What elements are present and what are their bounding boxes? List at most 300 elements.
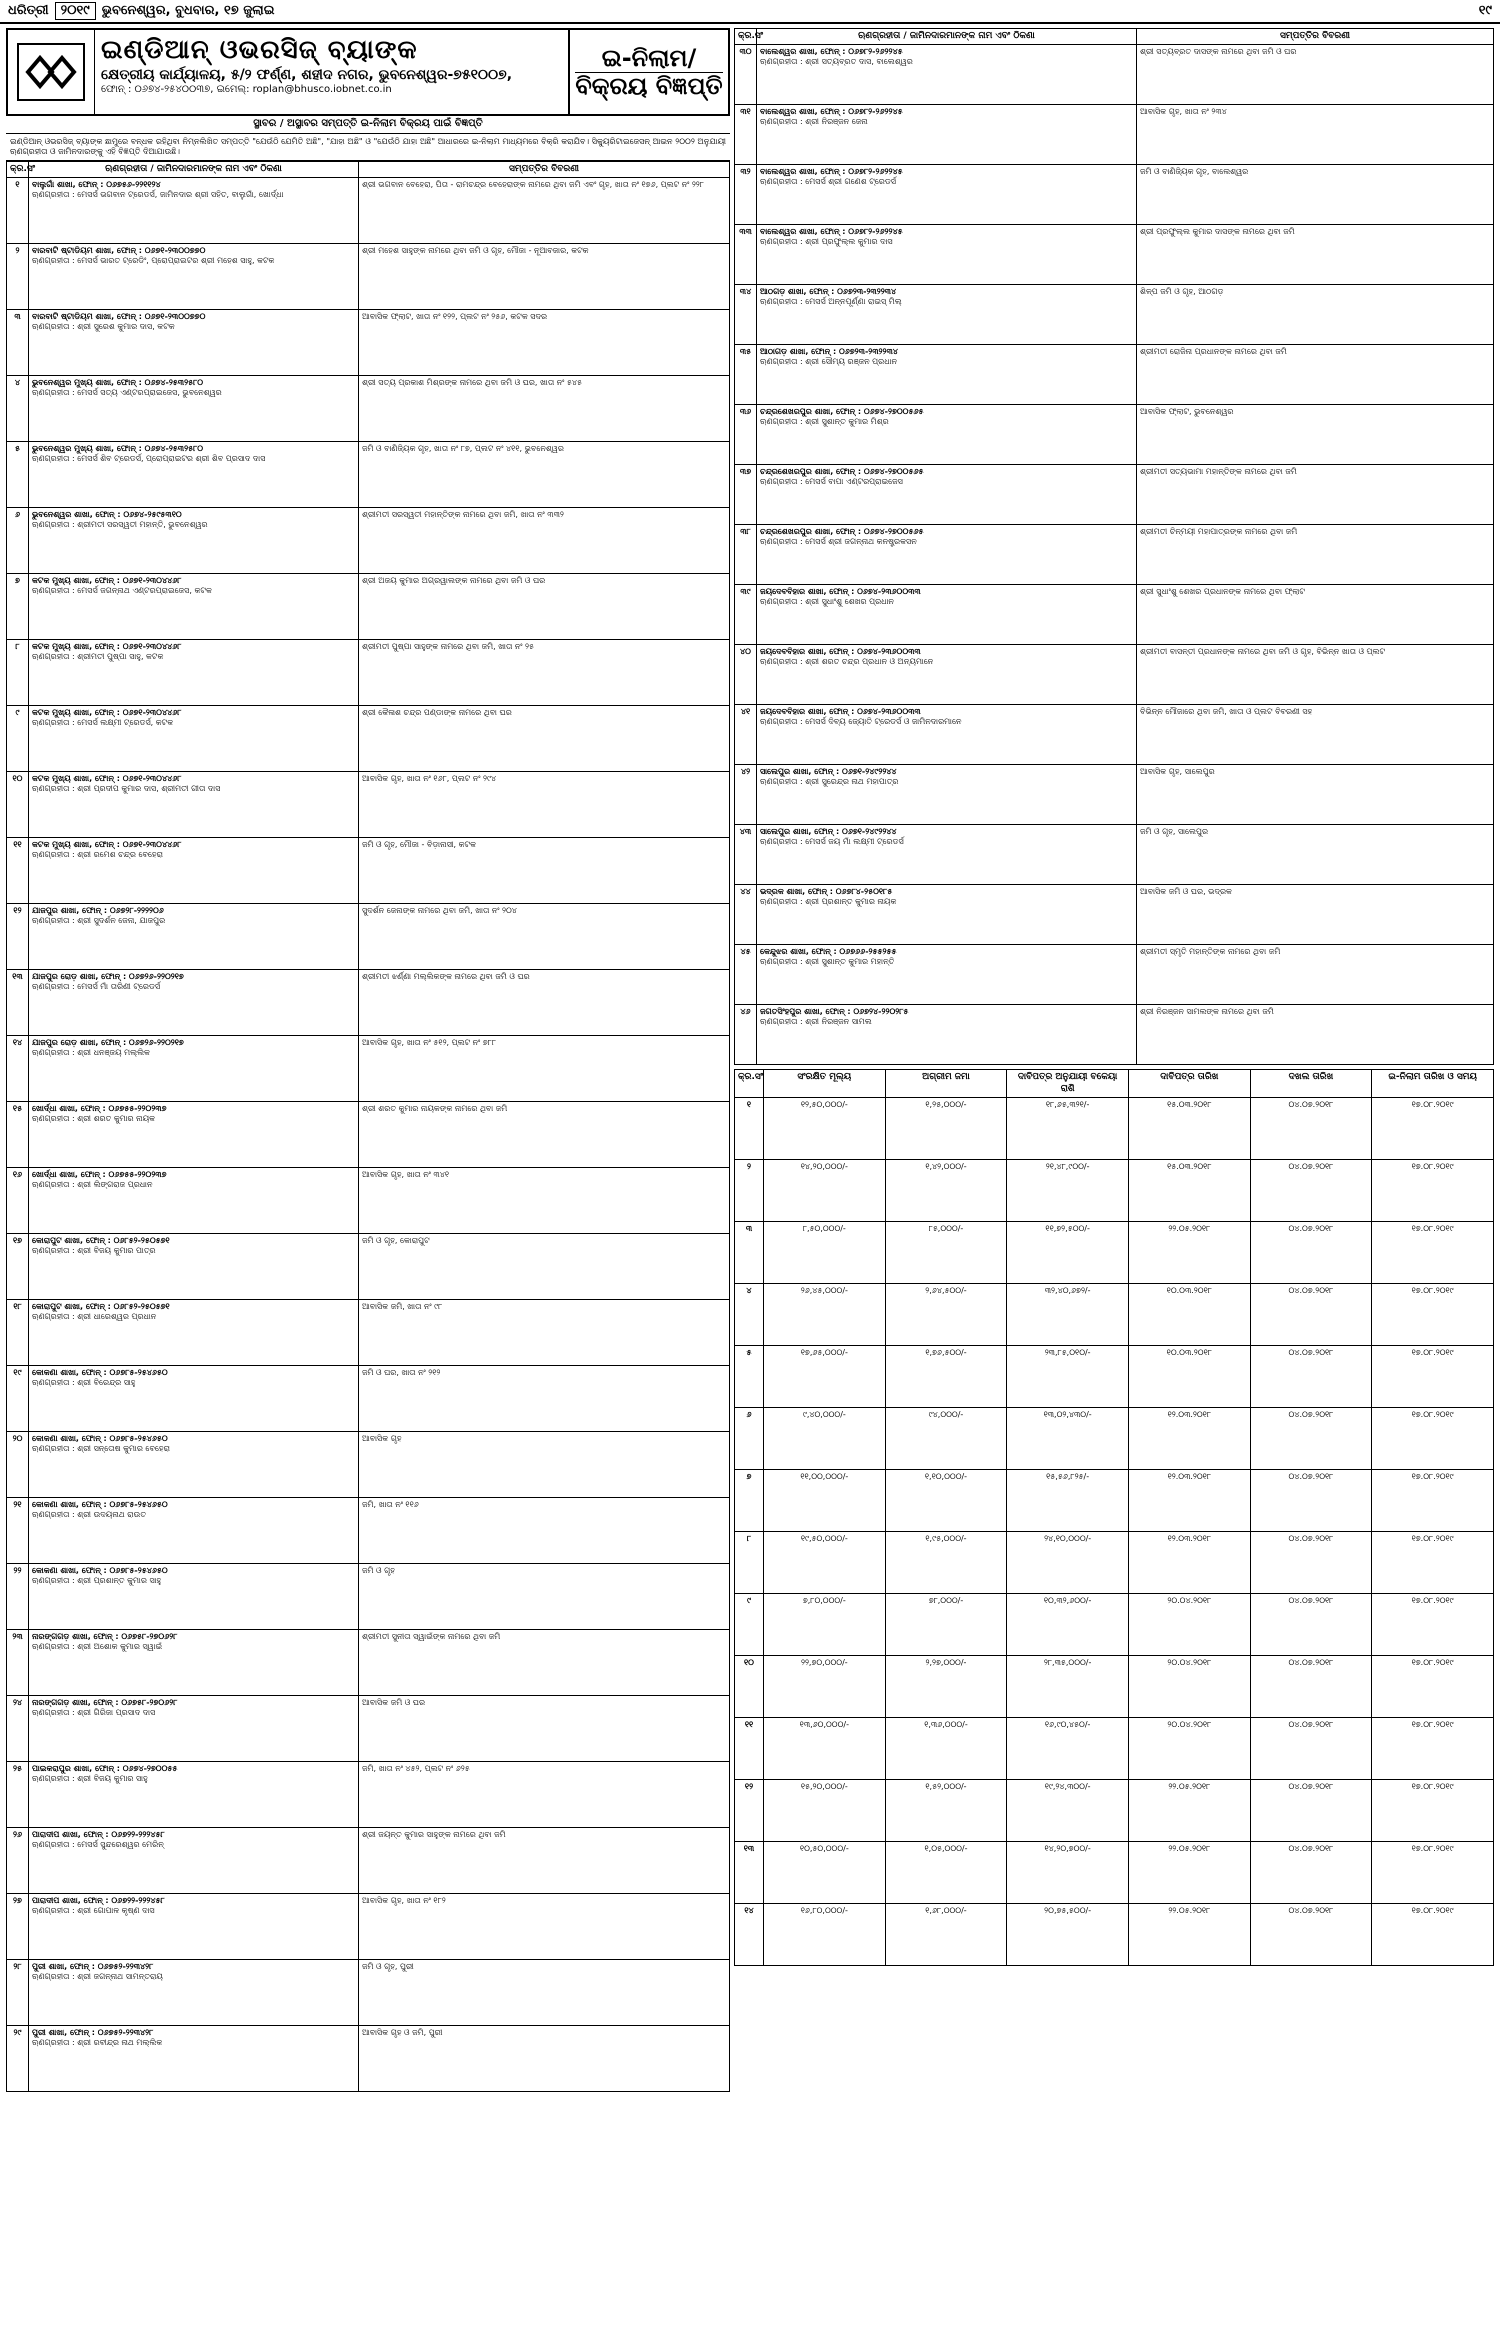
auction-due: ୧୮,୬୫,୩୨୧/- — [1007, 1097, 1129, 1159]
table-row — [7, 969, 730, 1035]
borrower-cell — [29, 969, 359, 1035]
borrower-cell — [29, 837, 359, 903]
auction-header-row — [735, 1070, 1494, 1098]
borrower-details: ଋଣଗ୍ରହୀତା : ଶ୍ରୀ ଉଦୟନାଥ ରାଉତ — [32, 1509, 147, 1519]
auction-demand-date: ୧୫.୦୩.୨୦୧୮ — [1128, 1097, 1250, 1159]
row-serial: ୧୫ — [7, 1101, 29, 1167]
auction-sl: ୪ — [735, 1283, 764, 1345]
auction-col-sl: କ୍ର.ସଂ — [735, 1070, 764, 1098]
header-text — [95, 30, 568, 114]
branch-name: ଜୟଦେବବିହାର ଶାଖା, ଫୋନ୍ : ୦୬୭୪-୨୩୬୦୦୩୩ — [760, 707, 921, 717]
row-serial: ୩ — [7, 309, 29, 375]
property-details: ଶ୍ରୀ ସତ୍ୟ ପ୍ରକାଶ ମିଶ୍ରଙ୍କ ନାମରେ ଥିବା ଜମି ଓ ଘର, ଖାତା ନଂ ୫୪୫ — [359, 375, 730, 441]
auction-row — [735, 1407, 1494, 1469]
borrower-cell — [29, 1827, 359, 1893]
borrower-details: ଋଣଗ୍ରହୀତା : ଶ୍ରୀ ସୁରେଶ କୁମାର ଦାସ, କଟକ — [32, 321, 175, 331]
row-serial: ୧୩ — [7, 969, 29, 1035]
borrower-cell — [29, 1431, 359, 1497]
branch-name: କୋରାପୁଟ ଶାଖା, ଫୋନ୍ : ୦୬୮୫୨-୨୫୦୫୭୧ — [32, 1301, 170, 1311]
branch-name: ଭଦ୍ରକ ଶାଖା, ଫୋନ୍ : ୦୬୭୮୪-୨୫୦୧୮୫ — [760, 887, 893, 897]
col-header-sl: କ୍ର.ସଂ — [735, 29, 757, 45]
borrower-cell — [757, 705, 1137, 765]
borrower-details: ଋଣଗ୍ରହୀତା : ଶ୍ରୀ ଧାରେଶ୍ୱର ପ୍ରଧାନ — [32, 1311, 157, 1321]
table-header-row — [7, 161, 730, 177]
auction-possession: ୦୪.୦୭.୨୦୧୮ — [1250, 1841, 1372, 1903]
auction-possession: ୦୪.୦୭.୨୦୧୮ — [1250, 1407, 1372, 1469]
auction-reserve: ୨୬,୪୫,୦୦୦/- — [764, 1283, 886, 1345]
row-serial: ୪୧ — [735, 705, 757, 765]
property-details: ଆବାସିକ ଫ୍ଲାଟ, ଭୁବନେଶ୍ୱର — [1137, 405, 1494, 465]
borrower-cell — [29, 639, 359, 705]
branch-name: ଜୟଦେବବିହାର ଶାଖା, ଫୋନ୍ : ୦୬୭୪-୨୩୬୦୦୩୩ — [760, 647, 921, 657]
borrower-cell — [29, 1101, 359, 1167]
auction-col-possession: ଦଖଲ ତାରିଖ — [1250, 1070, 1372, 1098]
borrower-details: ଋଣଗ୍ରହୀତା : ଶ୍ରୀ ବିଜୟ କୁମାର ସାହୁ — [32, 1773, 148, 1783]
auction-due: ୧୯,୨୪,୩୦୦/- — [1007, 1779, 1129, 1841]
borrower-cell — [757, 345, 1137, 405]
borrower-cell — [29, 1233, 359, 1299]
auction-auction: ୧୭.୦୮.୨୦୧୯ — [1372, 1717, 1494, 1779]
branch-name: ଖୋର୍ଦ୍ଧା ଶାଖା, ଫୋନ୍ : ୦୬୭୫୫-୨୨୦୨୩୭ — [32, 1169, 167, 1179]
row-serial: ୪୪ — [735, 885, 757, 945]
borrower-details: ଋଣଗ୍ରହୀତା : ଶ୍ରୀ ଅଶୋକ କୁମାର ସ୍ୱାଇଁ — [32, 1641, 163, 1651]
auction-row — [735, 1655, 1494, 1717]
row-serial: ୧୨ — [7, 903, 29, 969]
auction-row — [735, 1717, 1494, 1779]
borrower-details: ଋଣଗ୍ରହୀତା : ଶ୍ରୀ ଗୋପାଳ କୃଷ୍ଣ ଦାସ — [32, 1905, 155, 1915]
branch-name: ଯାଜପୁର ରୋଡ଼ ଶାଖା, ଫୋନ୍ : ୦୬୭୨୬-୨୨୦୨୧୭ — [32, 971, 184, 981]
auction-demand-date: ୧୨.୦୩.୨୦୧୮ — [1128, 1407, 1250, 1469]
borrower-cell — [29, 1167, 359, 1233]
row-serial: ୨୮ — [7, 1959, 29, 2025]
table-row — [735, 45, 1494, 105]
property-details: ଜମି, ଖାତା ନଂ ୧୧୬ — [359, 1497, 730, 1563]
auction-reserve: ୧୦,୫୦,୦୦୦/- — [764, 1841, 886, 1903]
borrower-cell — [29, 1365, 359, 1431]
borrower-cell — [757, 105, 1137, 165]
table-row — [7, 837, 730, 903]
borrower-details: ଋଣଗ୍ରହୀତା : ଶ୍ରୀ ସୁରେନ୍ଦ୍ର ନାଥ ମହାପାତ୍ର — [760, 777, 899, 787]
branch-name: ସାଲେପୁର ଶାଖା, ଫୋନ୍ : ୦୬୭୧-୨୪୯୨୨୪୪ — [760, 827, 897, 837]
table-row — [735, 1005, 1494, 1065]
borrower-details: ଋଣଗ୍ରହୀତା : ମେସର୍ସ ସତ୍ୟ ଏଣ୍ଟରପ୍ରାଇଜେସ, ଭୁବନେଶ୍ୱର — [32, 387, 222, 397]
branch-name: ବାରବାଟି ଷ୍ଟାଡିୟମ ଶାଖା, ଫୋନ୍ : ୦୬୭୧-୨୩୦୦୭୭୦ — [32, 245, 206, 255]
auction-demand-date: ୧୨.୦୩.୨୦୧୮ — [1128, 1469, 1250, 1531]
property-details: ଆବାସିକ ଜମି ଓ ଘର, ଭଦ୍ରକ — [1137, 885, 1494, 945]
auction-emd: ୧,୩୬,୦୦୦/- — [885, 1717, 1007, 1779]
auction-emd: ୧,୭୬,୫୦୦/- — [885, 1345, 1007, 1407]
auction-demand-date: ୨୦.୦୪.୨୦୧୮ — [1128, 1593, 1250, 1655]
table-row — [7, 309, 730, 375]
left-property-table — [6, 161, 730, 2092]
auction-reserve: ୧୯,୫୦,୦୦୦/- — [764, 1531, 886, 1593]
row-serial: ୪ — [7, 375, 29, 441]
branch-name: ଆଠଗଡ଼ ଶାଖା, ଫୋନ୍ : ୦୬୭୨୩-୨୩୨୨୩୪ — [760, 287, 897, 297]
property-details: ଶ୍ରୀମତୀ ରୋଜିନା ପ୍ରଧାନଙ୍କ ନାମରେ ଥିବା ଜମି — [1137, 345, 1494, 405]
table-row — [735, 825, 1494, 885]
borrower-cell — [757, 165, 1137, 225]
table-row — [7, 639, 730, 705]
property-details: ଶ୍ରୀ କୈଳାଶ ଚନ୍ଦ୍ର ପଣ୍ଡାଙ୍କ ନାମରେ ଥିବା ଘର — [359, 705, 730, 771]
table-row — [7, 1497, 730, 1563]
property-details: ଶ୍ରୀ ସତ୍ୟବ୍ରତ ଦାସଙ୍କ ନାମରେ ଥିବା ଜମି ଓ ଘର — [1137, 45, 1494, 105]
table-row — [7, 1233, 730, 1299]
auction-col-auction-date: ଇ-ନିଲାମ ତାରିଖ ଓ ସମୟ — [1372, 1070, 1494, 1098]
branch-name: ବାଲେଶ୍ୱର ଶାଖା, ଫୋନ୍ : ୦୬୭୮୨-୨୬୨୨୪୫ — [760, 47, 903, 57]
borrower-cell — [29, 1761, 359, 1827]
table-row — [7, 1365, 730, 1431]
auction-due: ୨୩,୮୫,୦୧୦/- — [1007, 1345, 1129, 1407]
masthead-left — [8, 2, 275, 20]
borrower-details: ଋଣଗ୍ରହୀତା : ଶ୍ରୀ ସୁଶାନ୍ତ କୁମାର ମହାନ୍ତି — [760, 957, 895, 967]
borrower-cell — [29, 1035, 359, 1101]
property-details: ଆବାସିକ ଗୃହ, ଖାତା ନଂ ୧୮୨ — [359, 1893, 730, 1959]
borrower-details: ଋଣଗ୍ରହୀତା : ଶ୍ରୀମତୀ ସରସ୍ୱତୀ ମହାନ୍ତି, ଭୁବନେଶ୍ୱର — [32, 519, 208, 529]
auction-sl: ୭ — [735, 1469, 764, 1531]
table-row — [7, 1431, 730, 1497]
col-header-borrower: ଋଣଗ୍ରହୀତା / ଜାମିନଦାରମାନଙ୍କ ନାମ ଏବଂ ଠିକଣା — [757, 29, 1137, 45]
row-serial: ୩୩ — [735, 225, 757, 285]
borrower-details: ଋଣଗ୍ରହୀତା : ଶ୍ରୀ ରବୀନ୍ଦ୍ର ନାଥ ମଲ୍ଲିକ — [32, 2037, 163, 2047]
borrower-cell — [29, 1563, 359, 1629]
branch-name: ପାରାଦୀପ ଶାଖା, ଫୋନ୍ : ୦୬୭୨୨-୨୨୨୪୫୮ — [32, 1895, 165, 1905]
auction-possession: ୦୪.୦୭.୨୦୧୮ — [1250, 1531, 1372, 1593]
notice-header — [6, 28, 730, 116]
auction-auction: ୧୭.୦୮.୨୦୧୯ — [1372, 1097, 1494, 1159]
borrower-cell — [29, 1497, 359, 1563]
left-column — [6, 28, 730, 2334]
table-row — [735, 405, 1494, 465]
row-serial: ୨୨ — [7, 1563, 29, 1629]
auction-col-demand-date: ଦାବିପତ୍ର ତାରିଖ — [1128, 1070, 1250, 1098]
auction-demand-date: ୨୦.୦୪.୨୦୧୮ — [1128, 1655, 1250, 1717]
property-details: ଶ୍ରୀ ମହେଶ ସାହୁଙ୍କ ନାମରେ ଥିବା ଜମି ଓ ଗୃହ, ମୌଜା - ନୂଆବଜାର, କଟକ — [359, 243, 730, 309]
borrower-details: ଋଣଗ୍ରହୀତା : ଶ୍ରୀ ବିଜୟ କୁମାର ପାତ୍ର — [32, 1245, 156, 1255]
auction-row — [735, 1221, 1494, 1283]
auction-demand-date: ୧୨.୦୩.୨୦୧୮ — [1128, 1531, 1250, 1593]
borrower-details: ଋଣଗ୍ରହୀତା : ଶ୍ରୀ ଶରତ କୁମାର ନାୟକ — [32, 1113, 156, 1123]
auction-sl: ୨ — [735, 1159, 764, 1221]
row-serial: ୯ — [7, 705, 29, 771]
auction-due: ୨୮,୩୫,୦୦୦/- — [1007, 1655, 1129, 1717]
branch-name: ଚନ୍ଦ୍ରଶେଖରପୁର ଶାଖା, ଫୋନ୍ : ୦୬୭୪-୨୭୦୦୫୬୫ — [760, 467, 924, 477]
auction-emd: ୧,୯୫,୦୦୦/- — [885, 1531, 1007, 1593]
branch-name: ଜୟଦେବବିହାର ଶାଖା, ଫୋନ୍ : ୦୬୭୪-୨୩୬୦୦୩୩ — [760, 587, 921, 597]
table-row — [735, 885, 1494, 945]
auction-possession: ୦୪.୦୭.୨୦୧୮ — [1250, 1779, 1372, 1841]
table-row — [7, 1101, 730, 1167]
property-details: ଆବାସିକ ଗୃହ, ସାଲେପୁର — [1137, 765, 1494, 825]
auction-auction: ୧୭.୦୮.୨୦୧୯ — [1372, 1221, 1494, 1283]
table-row — [7, 1563, 730, 1629]
auction-emd: ୧,୪୨,୦୦୦/- — [885, 1159, 1007, 1221]
table-row — [7, 573, 730, 639]
borrower-cell — [29, 177, 359, 243]
branch-name: କଟକ ମୁଖ୍ୟ ଶାଖା, ଫୋନ୍ : ୦୬୭୧-୨୩୦୪୪୬୮ — [32, 641, 182, 651]
borrower-details: ଋଣଗ୍ରହୀତା : ଶ୍ରୀ ନିରଞ୍ଜନ ଜେନା — [760, 117, 868, 127]
auction-sl: ୩ — [735, 1221, 764, 1283]
borrower-cell — [757, 645, 1137, 705]
auction-row — [735, 1283, 1494, 1345]
borrower-cell — [29, 1959, 359, 2025]
bank-logo-icon — [8, 30, 95, 114]
auction-col-reserve: ସଂରକ୍ଷିତ ମୂଲ୍ୟ — [764, 1070, 886, 1098]
table-row — [7, 1629, 730, 1695]
property-details: ଶ୍ରୀମତୀ ଚିନ୍ମୟୀ ମହାପାତ୍ରଙ୍କ ନାମରେ ଥିବା ଜମି — [1137, 525, 1494, 585]
borrower-details: ଋଣଗ୍ରହୀତା : ଶ୍ରୀ ଧନଞ୍ଜୟ ମଲ୍ଲିକ — [32, 1047, 150, 1057]
table-row — [735, 765, 1494, 825]
auction-sl: ୫ — [735, 1345, 764, 1407]
borrower-details: ଋଣଗ୍ରହୀତା : ମେସର୍ସ ଶିବ ଟ୍ରେଡର୍ସ, ପ୍ରୋପ୍ରାଇଟର ଶ୍ରୀ ଶିବ ପ୍ରସାଦ ଦାସ — [32, 453, 266, 463]
branch-name: ପାଇକରାପୁର ଶାଖା, ଫୋନ୍ : ୦୬୭୪-୨୭୦୦୫୫ — [32, 1763, 178, 1773]
table-row — [735, 525, 1494, 585]
row-serial: ୨୯ — [7, 2025, 29, 2091]
table-row — [7, 1893, 730, 1959]
contact-line: ଫୋନ୍ : ୦୬୭୪-୨୫୪୦୦୩୭, ଇମେଲ୍: roplan@bhusco.iobnet.co.in — [101, 84, 392, 95]
right-column — [734, 28, 1494, 2334]
table-row — [735, 645, 1494, 705]
branch-name: ପାରାଦୀପ ଶାଖା, ଫୋନ୍ : ୦୬୭୨୨-୨୨୨୪୫୮ — [32, 1829, 165, 1839]
auction-schedule-table — [734, 1069, 1494, 1966]
property-details: ଶ୍ରୀମତୀ ସରସ୍ୱତୀ ମହାନ୍ତିଙ୍କ ନାମରେ ଥିବା ଜମି, ଖାତା ନଂ ୩୩୨ — [359, 507, 730, 573]
row-serial: ୨ — [7, 243, 29, 309]
property-details: ଆବାସିକ ଗୃହ, ଖାତା ନଂ ୧୬୮, ପ୍ଲଟ ନଂ ୨୯୪ — [359, 771, 730, 837]
property-details: ଶ୍ରୀ ଜୟନ୍ତ କୁମାର ସାହୁଙ୍କ ନାମରେ ଥିବା ଜମି — [359, 1827, 730, 1893]
borrower-details: ଋଣଗ୍ରହୀତା : ମେସର୍ସ ଶ୍ରୀ ଗଣେଶ ଟ୍ରେଡର୍ସ — [760, 177, 896, 187]
auction-sl: ୮ — [735, 1531, 764, 1593]
branch-name: କୋକଣା ଶାଖା, ଫୋନ୍ : ୦୬୭୮୫-୨୫୪୬୫୦ — [32, 1499, 168, 1509]
borrower-details: ଋଣଗ୍ରହୀତା : ମେସର୍ସ ଦିବ୍ୟ ଜ୍ୟୋତି ଟ୍ରେଡର୍ସ ଓ ଜାମିନଦାରମାନେ — [760, 717, 962, 727]
row-serial: ୩୪ — [735, 285, 757, 345]
table-row — [7, 1035, 730, 1101]
branch-name: ଆଠାଗଡ଼ ଶାଖା, ଫୋନ୍ : ୦୬୭୨୩-୨୩୨୨୩୪ — [760, 347, 898, 357]
auction-reserve: ୧୨,୫୦,୦୦୦/- — [764, 1097, 886, 1159]
borrower-cell — [29, 1299, 359, 1365]
auction-emd: ୮୫,୦୦୦/- — [885, 1221, 1007, 1283]
borrower-details: ଋଣଗ୍ରହୀତା : ଶ୍ରୀ ପ୍ରଶାନ୍ତ କୁମାର ନାୟକ — [760, 897, 897, 907]
property-details: ଜମି ଓ ଗୃହ, ସାଲେପୁର — [1137, 825, 1494, 885]
auction-possession: ୦୪.୦୭.୨୦୧୮ — [1250, 1221, 1372, 1283]
table-row — [7, 705, 730, 771]
row-serial: ୩୦ — [735, 45, 757, 105]
notice-line-2: ବିକ୍ରୟ ବିଜ୍ଞପ୍ତି — [575, 71, 723, 100]
auction-col-emd: ଅଗ୍ରୀମ ଜମା — [885, 1070, 1007, 1098]
table-row — [7, 507, 730, 573]
table-row — [735, 165, 1494, 225]
property-details: ଶ୍ରୀମତୀ ପୁଷ୍ପା ସାହୁଙ୍କ ନାମରେ ଥିବା ଜମି, ଖାତା ନଂ ୨୫ — [359, 639, 730, 705]
auction-due: ୧୩,୦୨,୪୩୦/- — [1007, 1407, 1129, 1469]
branch-name: କେନ୍ଦୁଝର ଶାଖା, ଫୋନ୍ : ୦୬୭୬୬-୨୫୫୨୫୫ — [760, 947, 897, 957]
table-row — [735, 345, 1494, 405]
row-serial: ୨୩ — [7, 1629, 29, 1695]
borrower-details: ଋଣଗ୍ରହୀତା : ଶ୍ରୀ ଗିରିଜା ପ୍ରସାଦ ଦାସ — [32, 1707, 156, 1717]
row-serial: ୫ — [7, 441, 29, 507]
row-serial: ୧୮ — [7, 1299, 29, 1365]
row-serial: ୪୦ — [735, 645, 757, 705]
auction-auction: ୧୭.୦୮.୨୦୧୯ — [1372, 1779, 1494, 1841]
table-row — [735, 585, 1494, 645]
auction-possession: ୦୪.୦୭.୨୦୧୮ — [1250, 1345, 1372, 1407]
borrower-cell — [29, 903, 359, 969]
borrower-details: ଋଣଗ୍ରହୀତା : ଶ୍ରୀ ପ୍ରଫୁଲ୍ଲ କୁମାର ଦାସ — [760, 237, 893, 247]
branch-name: କଟକ ମୁଖ୍ୟ ଶାଖା, ଫୋନ୍ : ୦୬୭୧-୨୩୦୪୪୬୮ — [32, 575, 182, 585]
auction-emd: ୨,୨୭,୦୦୦/- — [885, 1655, 1007, 1717]
auction-reserve: ୮,୫୦,୦୦୦/- — [764, 1221, 886, 1283]
table-row — [735, 945, 1494, 1005]
auction-row — [735, 1345, 1494, 1407]
property-details: ଶ୍ରୀ ଭଗବାନ ବେହେରା, ପିତା - ରାମଚନ୍ଦ୍ର ବେହେରାଙ୍କ ନାମରେ ଥିବା ଜମି ଏବଂ ଗୃହ, ଖାତା ନଂ ୧୭୬, ପ୍ଲଟ ନଂ ୨୨୮ — [359, 177, 730, 243]
property-details: ଶ୍ରୀ ଅଜୟ କୁମାର ଅଗ୍ରୱାଲଙ୍କ ନାମରେ ଥିବା ଜମି ଓ ଘର — [359, 573, 730, 639]
auction-possession: ୦୪.୦୭.୨୦୧୮ — [1250, 1469, 1372, 1531]
row-serial: ୧୭ — [7, 1233, 29, 1299]
property-details: ଶ୍ରୀ ଶରତ କୁମାର ନାୟକଙ୍କ ନାମରେ ଥିବା ଜମି — [359, 1101, 730, 1167]
row-serial: ୩୯ — [735, 585, 757, 645]
auction-possession: ୦୪.୦୭.୨୦୧୮ — [1250, 1283, 1372, 1345]
property-details: ଶ୍ରୀମତୀ ସତ୍ୟଭାମା ମହାନ୍ତିଙ୍କ ନାମରେ ଥିବା ଜମି — [1137, 465, 1494, 525]
branch-name: ଖୋର୍ଦ୍ଧା ଶାଖା, ଫୋନ୍ : ୦୬୭୫୫-୨୨୦୨୩୭ — [32, 1103, 167, 1113]
borrower-cell — [29, 1629, 359, 1695]
auction-emd: ୧,୫୨,୦୦୦/- — [885, 1779, 1007, 1841]
table-row — [7, 771, 730, 837]
property-details: ଆବାସିକ ଗୃହ — [359, 1431, 730, 1497]
branch-name: ଯାଜପୁର ରୋଡ଼ ଶାଖା, ଫୋନ୍ : ୦୬୭୨୬-୨୨୦୨୧୭ — [32, 1037, 184, 1047]
property-details: ଆବାସିକ ଗୃହ, ଖାତା ନଂ ୫୧୨, ପ୍ଲଟ ନଂ ୭୮୮ — [359, 1035, 730, 1101]
borrower-cell — [757, 945, 1137, 1005]
notice-subtitle: ସ୍ଥାବର / ଅସ୍ଥାବର ସମ୍ପତ୍ତି ଇ-ନିଲାମ ବିକ୍ରୟ ପାଇଁ ବିଜ୍ଞପ୍ତି — [6, 116, 730, 134]
borrower-details: ଋଣଗ୍ରହୀତା : ମେସର୍ସ ସୁନ୍ଦରେଶ୍ୱର ମେରିନ୍ — [32, 1839, 164, 1849]
auction-emd: ୧,୧୦,୦୦୦/- — [885, 1469, 1007, 1531]
borrower-cell — [29, 771, 359, 837]
property-details: ସୁଦର୍ଶନ ଜେନାଙ୍କ ନାମରେ ଥିବା ଜମି, ଖାତା ନଂ ୨୦୪ — [359, 903, 730, 969]
property-details: ଶ୍ରୀ ସୁଧାଂଶୁ ଶେଖର ପ୍ରଧାନଙ୍କ ନାମରେ ଥିବା ଫ୍ଲାଟ — [1137, 585, 1494, 645]
auction-sl: ୧୩ — [735, 1841, 764, 1903]
branch-name: ଭୁବନେଶ୍ୱର ମୁଖ୍ୟ ଶାଖା, ଫୋନ୍ : ୦୬୭୪-୨୫୩୨୫୮୦ — [32, 443, 204, 453]
property-details: ଜମି, ଖାତା ନଂ ୪୫୨, ପ୍ଲଟ ନଂ ୬୨୫ — [359, 1761, 730, 1827]
borrower-cell — [29, 1893, 359, 1959]
auction-auction: ୧୭.୦୮.୨୦୧୯ — [1372, 1531, 1494, 1593]
row-serial: ୪୫ — [735, 945, 757, 1005]
property-details: ଆବାସିକ ଫ୍ଲାଟ, ଖାତା ନଂ ୧୨୨, ପ୍ଲଟ ନଂ ୨୫୬, କଟକ ସଦର — [359, 309, 730, 375]
auction-sl: ୧୧ — [735, 1717, 764, 1779]
auction-demand-date: ୨୨.୦୫.୨୦୧୮ — [1128, 1221, 1250, 1283]
auction-due: ୨୧,୪୮,୯୦୦/- — [1007, 1159, 1129, 1221]
borrower-cell — [29, 573, 359, 639]
branch-name: ଯାଜପୁର ଶାଖା, ଫୋନ୍ : ୦୬୭୨୮-୨୨୨୨୦୬ — [32, 905, 164, 915]
row-serial: ୮ — [7, 639, 29, 705]
auction-due: ୧୪,୨୦,୭୦୦/- — [1007, 1841, 1129, 1903]
branch-name: ଭୁବନେଶ୍ୱର ଶାଖା, ଫୋନ୍ : ୦୬୭୪-୨୫୯୫୩୧୦ — [32, 509, 182, 519]
borrower-cell — [29, 441, 359, 507]
borrower-cell — [29, 507, 359, 573]
row-serial: ୧୦ — [7, 771, 29, 837]
property-details: ଜମି ଓ ଗୃହ — [359, 1563, 730, 1629]
borrower-cell — [757, 525, 1137, 585]
table-row — [735, 285, 1494, 345]
row-serial: ୬ — [7, 507, 29, 573]
borrower-details: ଋଣଗ୍ରହୀତା : ଶ୍ରୀ ସତ୍ୟବ୍ରତ ଦାସ, ବାଲେଶ୍ୱର — [760, 57, 913, 67]
borrower-details: ଋଣଗ୍ରହୀତା : ମେସର୍ସ ଜୟ ମାଁ ଲକ୍ଷ୍ମୀ ଟ୍ରେଡର୍ସ — [760, 837, 904, 847]
row-serial: ୩୧ — [735, 105, 757, 165]
property-details: ଆବାସିକ ଜମି ଓ ଘର — [359, 1695, 730, 1761]
row-serial: ୨୪ — [7, 1695, 29, 1761]
row-serial: ୨୧ — [7, 1497, 29, 1563]
auction-row — [735, 1593, 1494, 1655]
table-row — [735, 465, 1494, 525]
property-details: ଶ୍ରୀମତୀ ଝର୍ଣ୍ଣା ମଲ୍ଲିକଙ୍କ ନାମରେ ଥିବା ଜମି ଓ ଘର — [359, 969, 730, 1035]
borrower-cell — [29, 375, 359, 441]
borrower-cell — [757, 1005, 1137, 1065]
row-serial: ୧୬ — [7, 1167, 29, 1233]
property-details: ଆବାସିକ ଗୃହ ଓ ଜମି, ପୁରୀ — [359, 2025, 730, 2091]
table-row — [7, 243, 730, 309]
borrower-cell — [29, 243, 359, 309]
auction-auction: ୧୭.୦୮.୨୦୧୯ — [1372, 1469, 1494, 1531]
bank-name: ଇଣ୍ଡିଆନ୍ ଓଭରସିଜ୍ ବ୍ୟାଙ୍କ — [101, 35, 418, 65]
property-details: ଶ୍ରୀମତୀ ସୁନୀତା ସ୍ୱାଇଁଙ୍କ ନାମରେ ଥିବା ଜମି — [359, 1629, 730, 1695]
col-header-sl: କ୍ର.ସଂ — [7, 161, 29, 177]
borrower-details: ଋଣଗ୍ରହୀତା : ଶ୍ରୀ ପ୍ରଦୀପ କୁମାର ଦାସ, ଶ୍ରୀମତୀ ଗୀତା ଦାସ — [32, 783, 221, 793]
branch-name: କୋକଣା ଶାଖା, ଫୋନ୍ : ୦୬୭୮୫-୨୫୪୬୫୦ — [32, 1367, 168, 1377]
branch-name: ବାରବାଟି ଷ୍ଟାଡିୟମ ଶାଖା, ଫୋନ୍ : ୦୬୭୧-୨୩୦୦୭୭୦ — [32, 311, 206, 321]
borrower-details: ଋଣଗ୍ରହୀତା : ମେସର୍ସ ଶ୍ରୀ ଜଗନ୍ନାଥ କନଷ୍ଟ୍ରକସନ — [760, 537, 917, 547]
table-row — [7, 441, 730, 507]
borrower-details: ଋଣଗ୍ରହୀତା : ଶ୍ରୀ ଲିଙ୍ଗରାଜ ପ୍ରଧାନ — [32, 1179, 153, 1189]
row-serial: ୧୪ — [7, 1035, 29, 1101]
table-row — [7, 2025, 730, 2091]
auction-auction: ୧୭.୦୮.୨୦୧୯ — [1372, 1593, 1494, 1655]
borrower-cell — [757, 465, 1137, 525]
row-serial: ୨୦ — [7, 1431, 29, 1497]
borrower-details: ଋଣଗ୍ରହୀତା : ଶ୍ରୀ ସୁଧାଂଶୁ ଶେଖର ପ୍ରଧାନ — [760, 597, 894, 607]
property-details: ଆବାସିକ ଗୃହ, ଖାତା ନଂ ୨୩୪ — [1137, 105, 1494, 165]
auction-due: ୧୬,୯୦,୪୫୦/- — [1007, 1717, 1129, 1779]
table-row — [7, 1827, 730, 1893]
table-row — [7, 177, 730, 243]
table-row — [7, 375, 730, 441]
branch-name: ଚନ୍ଦ୍ରଶେଖରପୁର ଶାଖା, ଫୋନ୍ : ୦୬୭୪-୨୭୦୦୫୬୫ — [760, 527, 924, 537]
auction-demand-date: ୨୦.୦୪.୨୦୧୮ — [1128, 1717, 1250, 1779]
borrower-details: ଋଣଗ୍ରହୀତା : ଶ୍ରୀ ଶରତ ଚନ୍ଦ୍ର ପ୍ରଧାନ ଓ ଅନ୍ୟମାନେ — [760, 657, 934, 667]
auction-col-due: ଦାବିପତ୍ର ଅନୁଯାୟୀ ବକେୟା ରାଶି — [1007, 1070, 1129, 1098]
col-header-property: ସମ୍ପତ୍ତିର ବିବରଣୀ — [1137, 29, 1494, 45]
row-serial: ୧ — [7, 177, 29, 243]
auction-due: ୨୦,୭୫,୫୦୦/- — [1007, 1903, 1129, 1965]
table-row — [7, 1695, 730, 1761]
auction-reserve: ୧୬,୮୦,୦୦୦/- — [764, 1903, 886, 1965]
table-row — [735, 225, 1494, 285]
auction-emd: ୯୪,୦୦୦/- — [885, 1407, 1007, 1469]
auction-auction: ୧୭.୦୮.୨୦୧୯ — [1372, 1655, 1494, 1717]
notice-type — [568, 30, 728, 114]
borrower-details: ଋଣଗ୍ରହୀତା : ମେସର୍ସ ମାଁ ତାରିଣୀ ଟ୍ରେଡର୍ସ — [32, 981, 161, 991]
row-serial: ୧୧ — [7, 837, 29, 903]
row-serial: ୭ — [7, 573, 29, 639]
auction-demand-date: ୧୦.୦୩.୨୦୧୮ — [1128, 1345, 1250, 1407]
borrower-details: ଋଣଗ୍ରହୀତା : ଶ୍ରୀ ବିରେନ୍ଦ୍ର ସାହୁ — [32, 1377, 136, 1387]
branch-name: କଟକ ମୁଖ୍ୟ ଶାଖା, ଫୋନ୍ : ୦୬୭୧-୨୩୦୪୪୬୮ — [32, 839, 182, 849]
borrower-cell — [757, 885, 1137, 945]
auction-reserve: ୧୭,୬୫,୦୦୦/- — [764, 1345, 886, 1407]
branch-name: କୋରାପୁଟ ଶାଖା, ଫୋନ୍ : ୦୬୮୫୨-୨୫୦୫୭୧ — [32, 1235, 170, 1245]
property-details: ଶ୍ରୀମତୀ ବାସନ୍ତୀ ପ୍ରଧାନଙ୍କ ନାମରେ ଥିବା ଜମି ଓ ଗୃହ, ବିଭିନ୍ନ ଖାତା ଓ ପ୍ଲଟ — [1137, 645, 1494, 705]
auction-demand-date: ୨୨.୦୫.୨୦୧୮ — [1128, 1903, 1250, 1965]
table-row — [735, 105, 1494, 165]
auction-sl: ୧ — [735, 1097, 764, 1159]
row-serial: ୨୫ — [7, 1761, 29, 1827]
branch-name: ବାଲେଶ୍ୱର ଶାଖା, ଫୋନ୍ : ୦୬୭୮୨-୨୬୨୨୪୫ — [760, 107, 903, 117]
auction-reserve: ୧୪,୨୦,୦୦୦/- — [764, 1159, 886, 1221]
auction-reserve: ୭,୮୦,୦୦୦/- — [764, 1593, 886, 1655]
